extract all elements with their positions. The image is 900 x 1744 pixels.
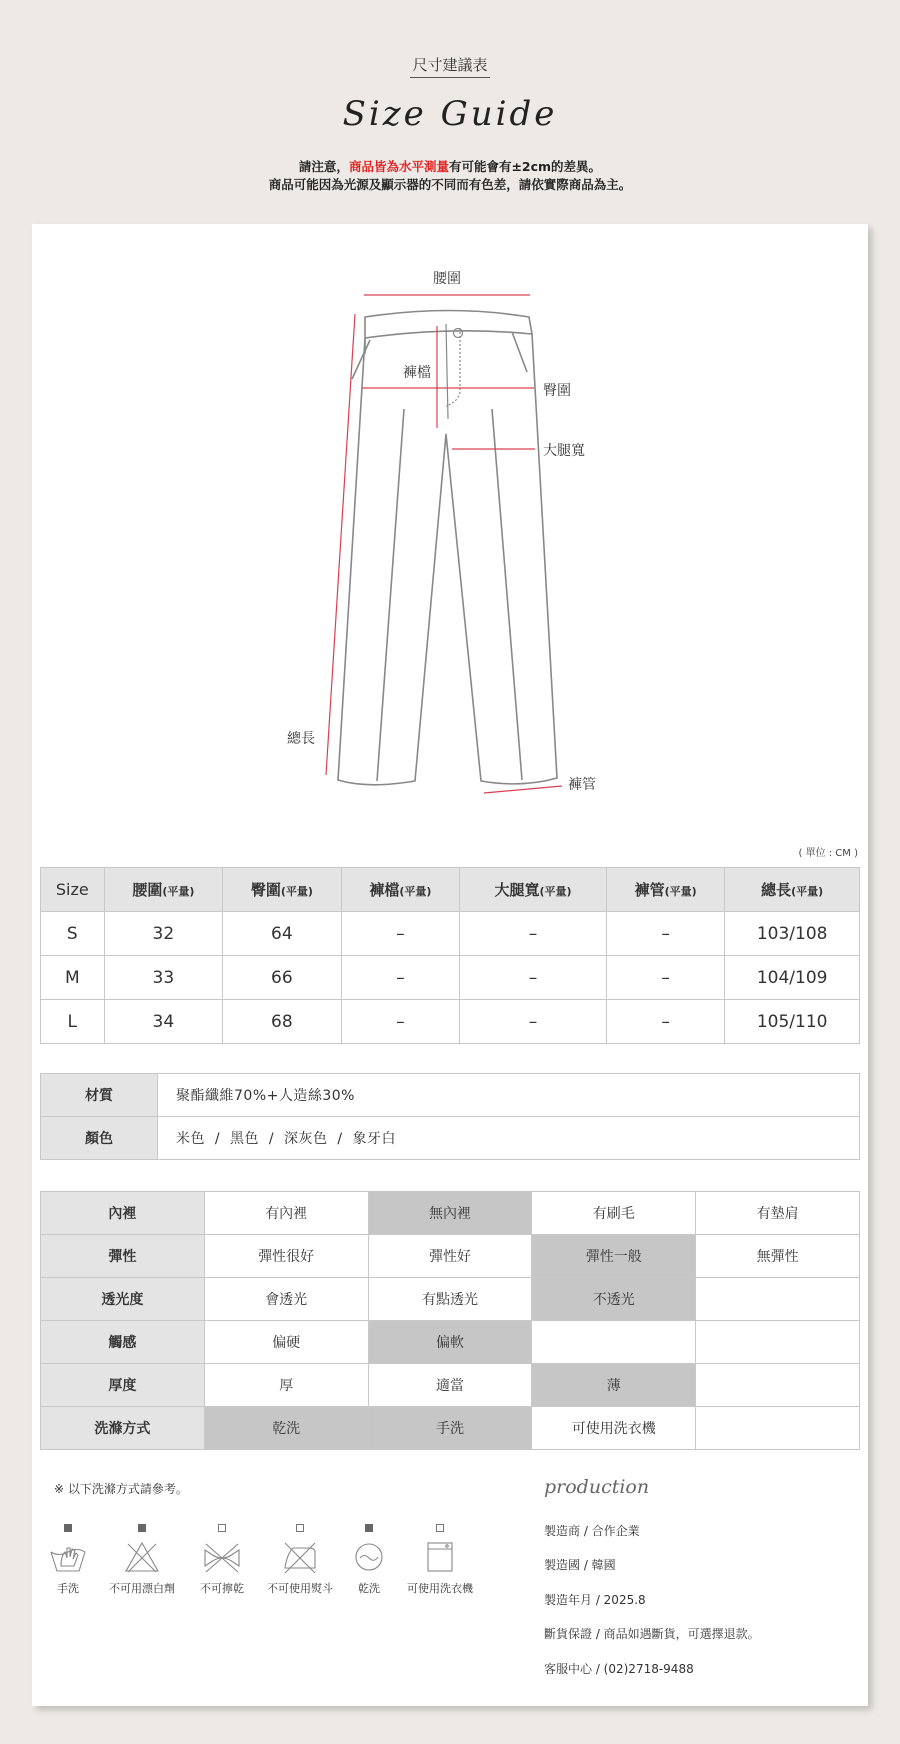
attr-option-selected: 彈性一般 (532, 1235, 696, 1278)
attr-option: 厚 (204, 1364, 368, 1407)
attr-option: 適當 (368, 1364, 532, 1407)
attr-option (696, 1407, 860, 1450)
label-rise: 褲檔 (403, 365, 431, 381)
attr-row-thickness (41, 1364, 860, 1407)
label-thigh: 大腿寬 (543, 443, 585, 459)
attr-option-selected: 薄 (532, 1364, 696, 1407)
table-cell: – (606, 1000, 725, 1044)
attr-label: 厚度 (41, 1364, 205, 1407)
table-row (41, 1000, 860, 1044)
attr-option: 有內裡 (204, 1192, 368, 1235)
header-thigh: 大腿寬(平量) (460, 868, 607, 912)
attr-option: 有點透光 (368, 1278, 532, 1321)
production-title: production (544, 1476, 650, 1498)
table-cell: – (460, 912, 607, 956)
table-row (41, 956, 860, 1000)
color-row (41, 1117, 860, 1160)
attr-option-selected: 不透光 (532, 1278, 696, 1321)
care-check (138, 1524, 146, 1532)
info-customer-service: 客服中心 / (02)2718-9488 (544, 1662, 694, 1676)
page-title: Size Guide (342, 94, 558, 134)
attr-label: 內裡 (41, 1192, 205, 1235)
attr-row-texture (41, 1321, 860, 1364)
table-cell: M (41, 956, 105, 1000)
attr-row-sheerness (41, 1278, 860, 1321)
attr-label: 洗滌方式 (41, 1407, 205, 1450)
attr-label: 彈性 (41, 1235, 205, 1278)
attr-option-selected: 乾洗 (204, 1407, 368, 1450)
attr-option (696, 1278, 860, 1321)
care-check (436, 1524, 444, 1532)
attr-option: 可使用洗衣機 (532, 1407, 696, 1450)
table-cell: 32 (104, 912, 223, 956)
header-hem: 褲管(平量) (606, 868, 725, 912)
material-value: 聚酯纖維70%+人造絲30% (158, 1074, 860, 1117)
no-bleach-icon (123, 1540, 161, 1574)
care-item-no-iron (260, 1524, 340, 1596)
care-check (365, 1524, 373, 1532)
color-label: 顏色 (41, 1117, 158, 1160)
header-rise: 褲檔(平量) (341, 868, 460, 912)
table-cell: 68 (223, 1000, 342, 1044)
table-cell: – (460, 1000, 607, 1044)
attr-option: 偏硬 (204, 1321, 368, 1364)
table-cell: 104/109 (725, 956, 860, 1000)
table-cell: 34 (104, 1000, 223, 1044)
attr-option: 有刷毛 (532, 1192, 696, 1235)
care-label: 不可用漂白劑 (109, 1582, 175, 1595)
page-subtitle: 尺寸建議表 (0, 54, 900, 75)
attr-option: 會透光 (204, 1278, 368, 1321)
label-length: 總長 (287, 731, 315, 747)
pants-diagram (32, 224, 868, 844)
header-length: 總長(平量) (725, 868, 860, 912)
attr-option-selected: 手洗 (368, 1407, 532, 1450)
care-note: ※ 以下洗滌方式請參考。 (54, 1482, 188, 1496)
care-item-dry-clean (346, 1524, 392, 1596)
size-guide-card (32, 224, 868, 1706)
attr-option (696, 1321, 860, 1364)
table-cell: – (341, 912, 460, 956)
attr-label: 透光度 (41, 1278, 205, 1321)
attr-option (532, 1321, 696, 1364)
material-table (40, 1073, 860, 1160)
care-item-hand-wash (40, 1524, 96, 1596)
care-label: 手洗 (57, 1582, 79, 1595)
notice-highlight: 商品皆為水平測量 (348, 159, 449, 174)
care-item-machine-wash (398, 1524, 482, 1596)
header (0, 0, 900, 224)
info-manufacturer: 製造商 / 合作企業 (544, 1524, 640, 1538)
label-waist: 腰圍 (433, 271, 461, 287)
attr-option-selected: 無內裡 (368, 1192, 532, 1235)
table-cell: S (41, 912, 105, 956)
label-hem: 褲管 (568, 777, 596, 793)
table-cell: 64 (223, 912, 342, 956)
table-cell: – (341, 1000, 460, 1044)
label-hip: 臀圍 (543, 383, 571, 399)
notice-line-2: 商品可能因為光源及顯示器的不同而有色差，請依實際商品為主。 (268, 177, 632, 192)
table-cell: – (606, 956, 725, 1000)
table-cell: 105/110 (725, 1000, 860, 1044)
material-row (41, 1074, 860, 1117)
attr-option (696, 1364, 860, 1407)
care-item-no-bleach (102, 1524, 182, 1596)
attr-label: 觸感 (41, 1321, 205, 1364)
size-table (40, 867, 860, 1044)
attr-option: 無彈性 (696, 1235, 860, 1278)
info-country: 製造國 / 韓國 (544, 1558, 616, 1572)
color-value: 米色 / 黑色 / 深灰色 / 象牙白 (158, 1117, 860, 1160)
care-check (296, 1524, 304, 1532)
attr-option: 彈性好 (368, 1235, 532, 1278)
header-hip: 臀圍(平量) (223, 868, 342, 912)
care-item-no-wring (192, 1524, 252, 1596)
unit-note: ( 單位 : CM ) (798, 848, 858, 859)
table-cell: 66 (223, 956, 342, 1000)
material-label: 材質 (41, 1074, 158, 1117)
table-cell: – (460, 956, 607, 1000)
attr-row-washing (41, 1407, 860, 1450)
care-check (64, 1524, 72, 1532)
info-date: 製造年月 / 2025.8 (544, 1593, 646, 1607)
attribute-table (40, 1191, 860, 1450)
table-cell: 103/108 (725, 912, 860, 956)
care-label: 乾洗 (358, 1582, 380, 1595)
table-cell: – (341, 956, 460, 1000)
attr-row-lining (41, 1192, 860, 1235)
attr-option: 彈性很好 (204, 1235, 368, 1278)
no-iron-icon (281, 1540, 319, 1574)
attr-option: 有墊肩 (696, 1192, 860, 1235)
table-row (41, 912, 860, 956)
dry-clean-icon (352, 1540, 386, 1574)
machine-wash-icon (425, 1540, 455, 1574)
attr-row-elasticity (41, 1235, 860, 1278)
info-stock-guarantee: 斷貨保證 / 商品如遇斷貨，可選擇退款。 (544, 1627, 760, 1641)
size-table-header (41, 868, 860, 912)
care-label: 不可擰乾 (200, 1582, 244, 1595)
table-cell: 33 (104, 956, 223, 1000)
no-wring-icon (202, 1540, 242, 1574)
care-label: 可使用洗衣機 (407, 1582, 473, 1595)
pants-outline (338, 311, 557, 785)
attr-option-selected: 偏軟 (368, 1321, 532, 1364)
hand-wash-icon (49, 1540, 87, 1574)
header-waist: 腰圍(平量) (104, 868, 223, 912)
table-cell: L (41, 1000, 105, 1044)
table-cell: – (606, 912, 725, 956)
care-label: 不可使用熨斗 (267, 1582, 333, 1595)
care-check (218, 1524, 226, 1532)
notice-line-1: 請注意，商品皆為水平測量有可能會有±2cm的差異。 (298, 159, 602, 174)
header-size: Size (41, 868, 105, 912)
